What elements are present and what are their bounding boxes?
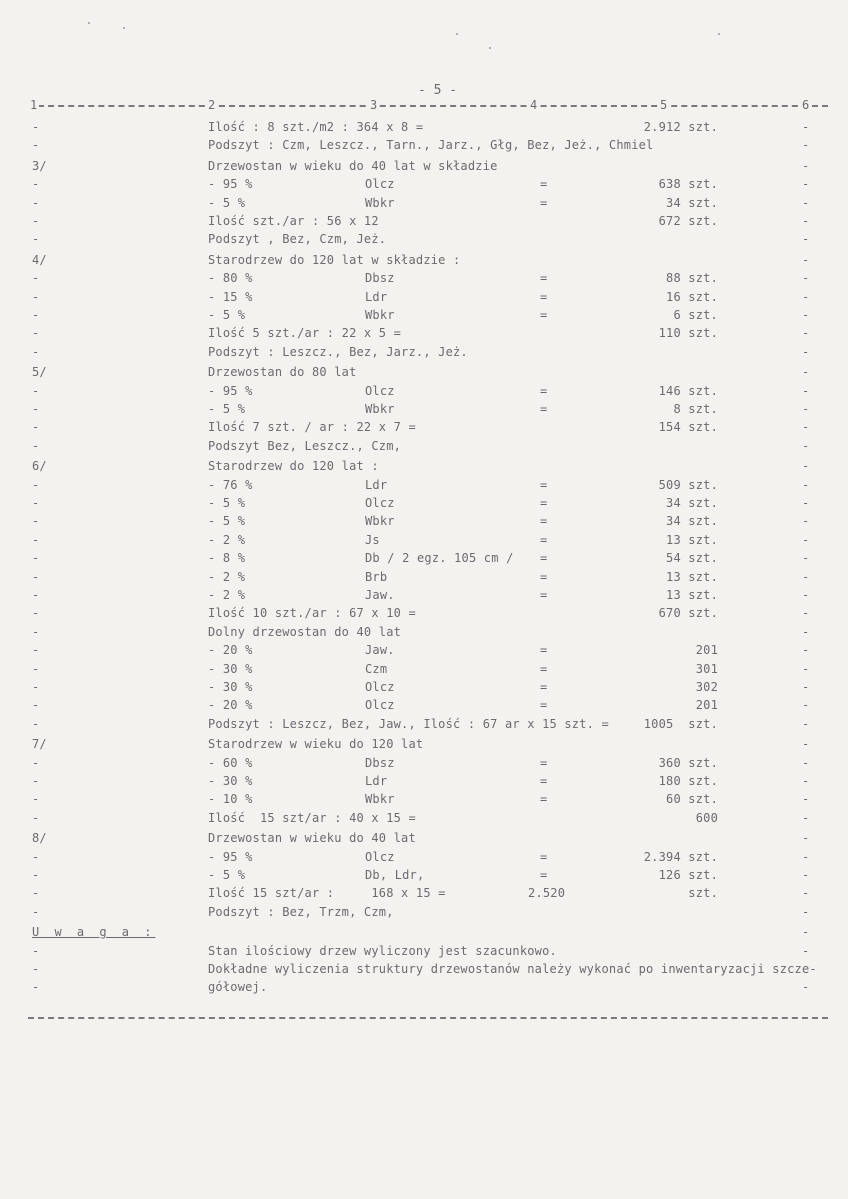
equals-sign: = bbox=[540, 849, 548, 864]
tree-count: 2.394 szt. bbox=[643, 849, 718, 864]
percent-share: - 8 % bbox=[208, 551, 246, 566]
header-dashed-line bbox=[28, 105, 828, 107]
equals-sign: = bbox=[540, 868, 548, 882]
species-code: Wbkr bbox=[365, 792, 395, 807]
margin-dash: - bbox=[802, 661, 810, 676]
margin-dash: - bbox=[802, 232, 810, 247]
header-column-marker: 6 bbox=[802, 98, 810, 112]
equals-sign: = bbox=[540, 177, 548, 192]
equals-sign: = bbox=[540, 755, 548, 770]
line-description: Podszyt : Czm, Leszcz., Tarn., Jarz., Głg, Bez, Jeż., Chmiel bbox=[208, 138, 654, 153]
margin-dash: - bbox=[32, 496, 40, 510]
tree-count: 180 szt. bbox=[658, 774, 718, 788]
margin-dash: - bbox=[802, 980, 810, 995]
percent-share: - 30 % bbox=[208, 680, 253, 694]
species-code: Ldr bbox=[365, 774, 388, 788]
percent-share: - 2 % bbox=[208, 532, 246, 547]
margin-dash: - bbox=[802, 886, 810, 901]
margin-dash: - bbox=[802, 420, 810, 435]
percent-share: - 95 % bbox=[208, 177, 253, 192]
equals-sign: = bbox=[540, 383, 548, 398]
species-code: Olcz bbox=[365, 698, 395, 713]
equals-sign: = bbox=[540, 698, 548, 713]
margin-dash: - bbox=[802, 810, 810, 825]
margin-dash: - bbox=[32, 551, 40, 566]
line-description: Drzewostan do 80 lat bbox=[208, 365, 357, 380]
margin-dash: - bbox=[32, 569, 40, 584]
line-description: Ilość 5 szt./ar : 22 x 5 = bbox=[208, 326, 402, 341]
tree-count: 88 szt. bbox=[666, 271, 718, 286]
tree-count: 110 szt. bbox=[658, 326, 718, 341]
line-description: Ilość 15 szt/ar : 168 x 15 = bbox=[208, 886, 446, 901]
tree-count: 302 bbox=[695, 680, 718, 694]
margin-dash: - bbox=[802, 716, 810, 731]
percent-share: - 30 % bbox=[208, 774, 253, 788]
margin-dash: - bbox=[32, 420, 40, 435]
margin-dash: - bbox=[32, 886, 40, 901]
species-code: Db / 2 egz. 105 cm / bbox=[365, 551, 514, 566]
section-number: 7/ bbox=[32, 737, 47, 752]
margin-dash: - bbox=[32, 308, 40, 322]
line-description: Dolny drzewostan do 40 lat bbox=[208, 624, 402, 639]
tree-count: 201 bbox=[695, 698, 718, 713]
line-description: Ilość 7 szt. / ar : 22 x 7 = bbox=[208, 420, 416, 435]
percent-share: - 60 % bbox=[208, 755, 253, 770]
species-code: Jaw. bbox=[365, 643, 395, 658]
margin-dash: - bbox=[32, 383, 40, 398]
margin-dash: - bbox=[32, 624, 40, 639]
species-code: Czm bbox=[365, 661, 388, 676]
margin-dash: - bbox=[32, 774, 40, 788]
tree-count: 2.912 szt. bbox=[643, 120, 718, 134]
equals-sign: = bbox=[540, 289, 548, 304]
margin-dash: - bbox=[802, 532, 810, 547]
margin-dash: - bbox=[802, 138, 810, 153]
equals-sign: = bbox=[540, 195, 548, 210]
margin-dash: - bbox=[802, 792, 810, 807]
margin-dash: - bbox=[802, 177, 810, 192]
equals-sign: = bbox=[540, 661, 548, 676]
margin-dash: - bbox=[802, 158, 810, 173]
margin-dash: - bbox=[32, 755, 40, 770]
margin-dash: - bbox=[32, 532, 40, 547]
line-description: Drzewostan w wieku do 40 lat w składzie bbox=[208, 158, 498, 173]
tree-count: 509 szt. bbox=[658, 477, 718, 492]
margin-dash: - bbox=[802, 551, 810, 566]
tree-count: 6 szt. bbox=[673, 308, 718, 322]
margin-dash: - bbox=[802, 289, 810, 304]
margin-dash: - bbox=[32, 643, 40, 658]
margin-dash: - bbox=[32, 438, 40, 453]
margin-dash: - bbox=[802, 308, 810, 322]
margin-dash: - bbox=[802, 344, 810, 359]
equals-sign: = bbox=[540, 402, 548, 416]
margin-dash: - bbox=[802, 326, 810, 341]
margin-dash: - bbox=[802, 755, 810, 770]
margin-dash: - bbox=[802, 624, 810, 639]
header-column-marker: 3 bbox=[370, 98, 378, 112]
margin-dash: - bbox=[32, 962, 40, 976]
paper-speck bbox=[456, 33, 458, 35]
equals-sign: = bbox=[540, 680, 548, 694]
equals-sign: = bbox=[540, 643, 548, 658]
column-header-rule bbox=[28, 98, 828, 116]
tree-count: 54 szt. bbox=[666, 551, 718, 566]
tree-count: 600 bbox=[695, 810, 718, 825]
line-description: Podszyt : Bez, Trzm, Czm, bbox=[208, 904, 394, 919]
margin-dash: - bbox=[32, 195, 40, 210]
species-code: Jaw. bbox=[365, 588, 395, 602]
margin-dash: - bbox=[802, 271, 810, 286]
margin-dash: - bbox=[802, 383, 810, 398]
note-line: Stan ilościowy drzew wyliczony jest szacunkowo. bbox=[208, 943, 557, 958]
margin-dash: - bbox=[32, 271, 40, 286]
equals-sign: = bbox=[540, 588, 548, 602]
percent-share: - 5 % bbox=[208, 868, 246, 882]
species-code: Brb bbox=[365, 569, 388, 584]
percent-share: - 2 % bbox=[208, 588, 246, 602]
margin-dash: - bbox=[32, 606, 40, 621]
species-code: Olcz bbox=[365, 849, 395, 864]
species-code: Olcz bbox=[365, 383, 395, 398]
tree-count: 672 szt. bbox=[658, 214, 718, 228]
tree-count: 34 szt. bbox=[666, 514, 718, 529]
margin-dash: - bbox=[32, 402, 40, 416]
line-description: Starodrzew w wieku do 120 lat bbox=[208, 737, 424, 752]
margin-dash: - bbox=[802, 774, 810, 788]
margin-dash: - bbox=[32, 792, 40, 807]
tree-count: 13 szt. bbox=[666, 569, 718, 584]
percent-share: - 30 % bbox=[208, 661, 253, 676]
margin-dash: - bbox=[32, 661, 40, 676]
margin-dash: - bbox=[32, 868, 40, 882]
species-code: Wbkr bbox=[365, 308, 395, 322]
margin-dash: - bbox=[802, 496, 810, 510]
tree-count: 146 szt. bbox=[658, 383, 718, 398]
margin-dash: - bbox=[802, 477, 810, 492]
species-code: Wbkr bbox=[365, 402, 395, 416]
percent-share: - 15 % bbox=[208, 289, 253, 304]
section-number: 6/ bbox=[32, 459, 47, 474]
margin-dash: - bbox=[32, 680, 40, 694]
tree-count: 301 bbox=[695, 661, 718, 676]
tree-count: 201 bbox=[695, 643, 718, 658]
percent-share: - 95 % bbox=[208, 383, 253, 398]
margin-dash: - bbox=[802, 588, 810, 602]
margin-dash: - bbox=[32, 232, 40, 247]
margin-dash: - bbox=[32, 326, 40, 341]
margin-dash: - bbox=[802, 698, 810, 713]
tree-count: 638 szt. bbox=[658, 177, 718, 192]
line-description: Starodrzew do 120 lat w składzie : bbox=[208, 252, 461, 267]
tree-count: 8 szt. bbox=[673, 402, 718, 416]
equals-sign: = bbox=[540, 271, 548, 286]
note-line: Dokładne wyliczenia struktury drzewostanów należy wykonać po inwentaryzacji szcze- bbox=[208, 962, 817, 976]
header-column-marker: 1 bbox=[30, 98, 38, 112]
margin-dash: - bbox=[802, 514, 810, 529]
tree-count: 1005 szt. bbox=[643, 716, 718, 731]
percent-share: - 76 % bbox=[208, 477, 253, 492]
margin-dash: - bbox=[32, 120, 40, 134]
section-number: 8/ bbox=[32, 831, 47, 846]
tree-count: 126 szt. bbox=[658, 868, 718, 882]
line-description: Starodrzew do 120 lat : bbox=[208, 459, 379, 474]
percent-share: - 2 % bbox=[208, 569, 246, 584]
species-code: Ldr bbox=[365, 477, 388, 492]
tree-count: 154 szt. bbox=[658, 420, 718, 435]
margin-dash: - bbox=[802, 214, 810, 228]
tree-count: 670 szt. bbox=[658, 606, 718, 621]
margin-dash: - bbox=[802, 252, 810, 267]
margin-dash: - bbox=[32, 698, 40, 713]
tree-count: 13 szt. bbox=[666, 532, 718, 547]
equals-sign: = bbox=[540, 308, 548, 322]
tree-count: 13 szt. bbox=[666, 588, 718, 602]
species-code: Wbkr bbox=[365, 514, 395, 529]
footer-dashed-rule bbox=[28, 1017, 828, 1019]
species-code: Ldr bbox=[365, 289, 388, 304]
percent-share: - 95 % bbox=[208, 849, 253, 864]
percent-share: - 10 % bbox=[208, 792, 253, 807]
note-label: U w a g a : bbox=[32, 925, 156, 940]
margin-dash: - bbox=[32, 716, 40, 731]
margin-dash: - bbox=[802, 459, 810, 474]
paper-speck bbox=[489, 47, 491, 49]
tree-count: 34 szt. bbox=[666, 496, 718, 510]
total-value: 2.520 bbox=[528, 886, 566, 901]
margin-dash: - bbox=[802, 868, 810, 882]
header-column-marker: 5 bbox=[660, 98, 668, 112]
margin-dash: - bbox=[802, 365, 810, 380]
percent-share: - 5 % bbox=[208, 195, 246, 210]
equals-sign: = bbox=[540, 792, 548, 807]
percent-share: - 20 % bbox=[208, 643, 253, 658]
section-number: 5/ bbox=[32, 365, 47, 380]
margin-dash: - bbox=[32, 904, 40, 919]
header-column-marker: 4 bbox=[530, 98, 538, 112]
percent-share: - 20 % bbox=[208, 698, 253, 713]
margin-dash: - bbox=[32, 289, 40, 304]
margin-dash: - bbox=[802, 120, 810, 134]
tree-count: 34 szt. bbox=[666, 195, 718, 210]
species-code: Olcz bbox=[365, 680, 395, 694]
line-description: Ilość 10 szt./ar : 67 x 10 = bbox=[208, 606, 416, 621]
line-description: Podszyt , Bez, Czm, Jeż. bbox=[208, 232, 387, 247]
line-description: Podszyt Bez, Leszcz., Czm, bbox=[208, 438, 402, 453]
margin-dash: - bbox=[802, 680, 810, 694]
line-description: Ilość 15 szt/ar : 40 x 15 = bbox=[208, 810, 416, 825]
equals-sign: = bbox=[540, 496, 548, 510]
paper-speck bbox=[88, 22, 90, 24]
equals-sign: = bbox=[540, 477, 548, 492]
tree-count: 60 szt. bbox=[666, 792, 718, 807]
margin-dash: - bbox=[802, 925, 810, 940]
species-code: Wbkr bbox=[365, 195, 395, 210]
margin-dash: - bbox=[802, 943, 810, 958]
margin-dash: - bbox=[802, 737, 810, 752]
tree-count: 360 szt. bbox=[658, 755, 718, 770]
paper-speck bbox=[123, 27, 125, 29]
percent-share: - 80 % bbox=[208, 271, 253, 286]
line-description: Podszyt : Leszcz., Bez, Jarz., Jeż. bbox=[208, 344, 468, 359]
margin-dash: - bbox=[32, 810, 40, 825]
margin-dash: - bbox=[32, 344, 40, 359]
section-number: 3/ bbox=[32, 158, 47, 173]
species-code: Dbsz bbox=[365, 271, 395, 286]
margin-dash: - bbox=[802, 402, 810, 416]
tree-count: 16 szt. bbox=[666, 289, 718, 304]
margin-dash: - bbox=[802, 569, 810, 584]
species-code: Olcz bbox=[365, 177, 395, 192]
margin-dash: - bbox=[802, 438, 810, 453]
margin-dash: - bbox=[32, 980, 40, 995]
equals-sign: = bbox=[540, 569, 548, 584]
margin-dash: - bbox=[32, 177, 40, 192]
margin-dash: - bbox=[32, 138, 40, 153]
margin-dash: - bbox=[32, 514, 40, 529]
margin-dash: - bbox=[802, 904, 810, 919]
species-code: Olcz bbox=[365, 496, 395, 510]
tree-count: szt. bbox=[688, 886, 718, 901]
species-code: Js bbox=[365, 532, 380, 547]
margin-dash: - bbox=[32, 214, 40, 228]
margin-dash: - bbox=[802, 606, 810, 621]
margin-dash: - bbox=[802, 643, 810, 658]
equals-sign: = bbox=[540, 551, 548, 566]
percent-share: - 5 % bbox=[208, 308, 246, 322]
margin-dash: - bbox=[802, 849, 810, 864]
species-code: Dbsz bbox=[365, 755, 395, 770]
paper-speck bbox=[718, 33, 720, 35]
note-line: gółowej. bbox=[208, 980, 268, 995]
percent-share: - 5 % bbox=[208, 514, 246, 529]
line-description: Ilość : 8 szt./m2 : 364 x 8 = bbox=[208, 120, 424, 134]
equals-sign: = bbox=[540, 532, 548, 547]
margin-dash: - bbox=[32, 943, 40, 958]
line-description: Drzewostan w wieku do 40 lat bbox=[208, 831, 416, 846]
line-description: Podszyt : Leszcz, Bez, Jaw., Ilość : 67 ar x 15 szt. = bbox=[208, 716, 609, 731]
equals-sign: = bbox=[540, 514, 548, 529]
margin-dash: - bbox=[802, 831, 810, 846]
page-number: - 5 - bbox=[418, 83, 458, 98]
percent-share: - 5 % bbox=[208, 496, 246, 510]
line-description: Ilość szt./ar : 56 x 12 bbox=[208, 214, 379, 228]
margin-dash: - bbox=[32, 588, 40, 602]
percent-share: - 5 % bbox=[208, 402, 246, 416]
margin-dash: - bbox=[32, 849, 40, 864]
species-code: Db, Ldr, bbox=[365, 868, 425, 882]
section-number: 4/ bbox=[32, 252, 47, 267]
header-column-marker: 2 bbox=[208, 98, 216, 112]
margin-dash: - bbox=[32, 477, 40, 492]
margin-dash: - bbox=[802, 195, 810, 210]
equals-sign: = bbox=[540, 774, 548, 788]
